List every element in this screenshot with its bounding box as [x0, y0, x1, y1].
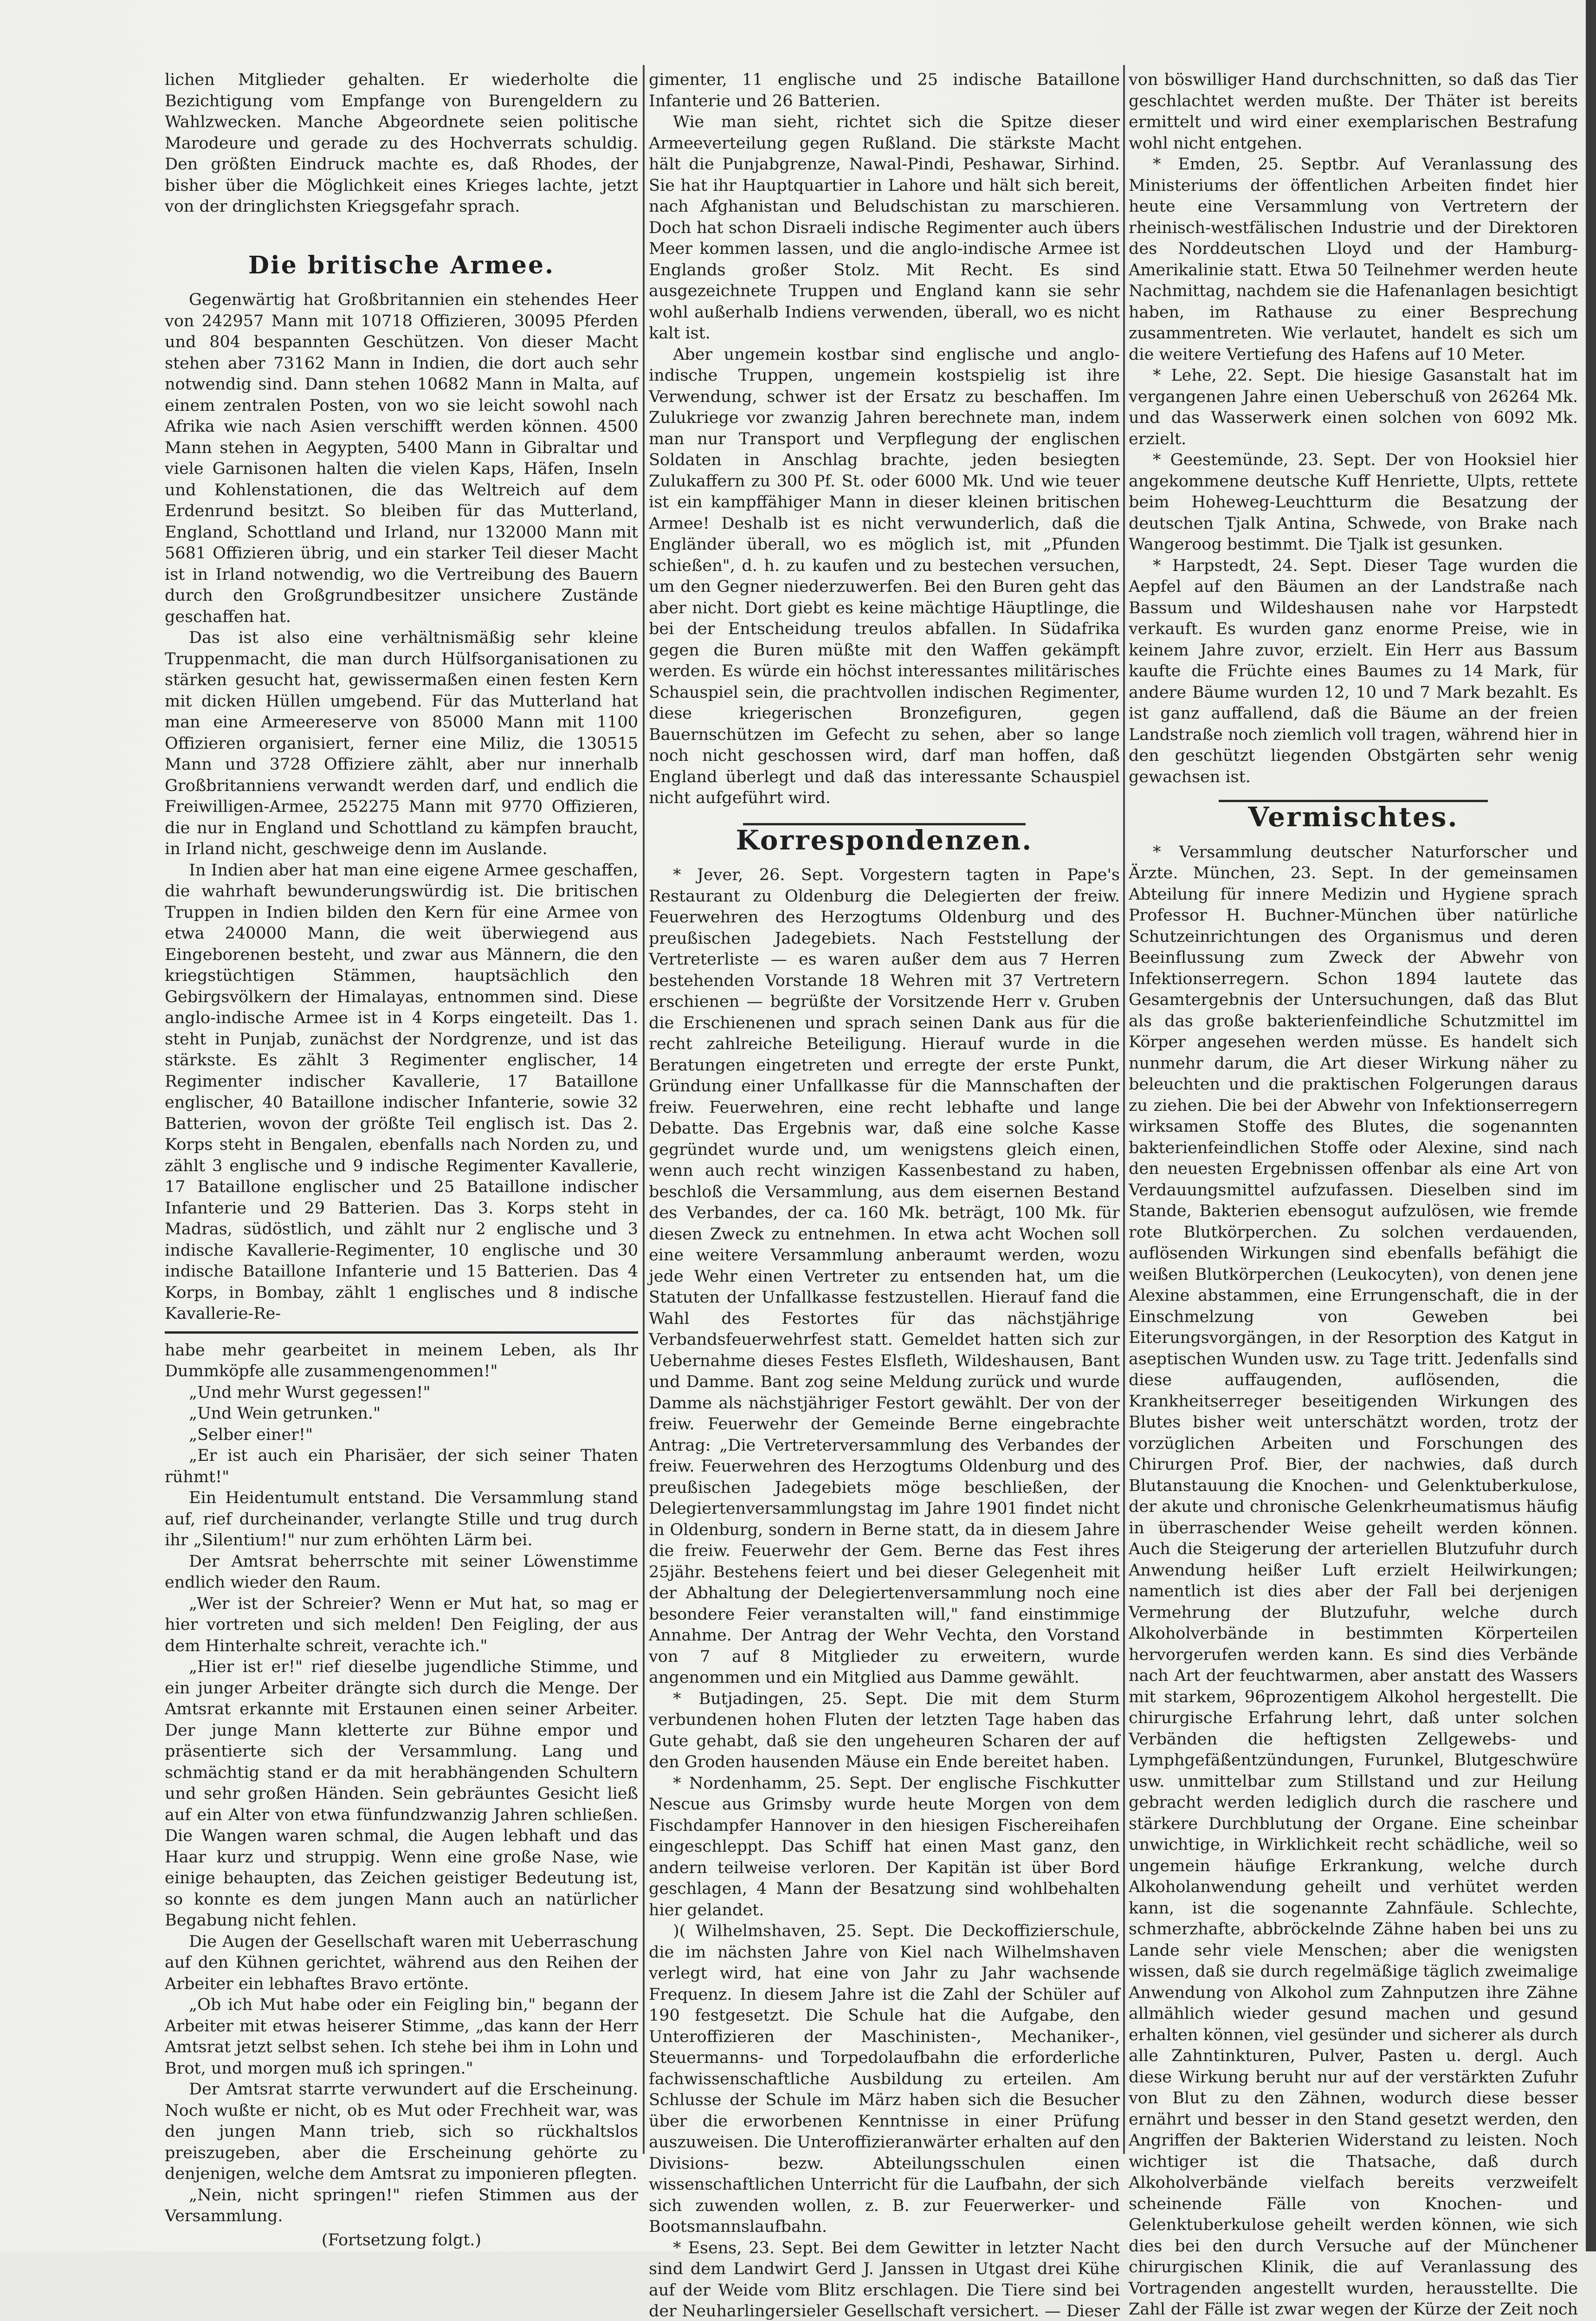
column-rule-1 [643, 65, 645, 2154]
article-heading-british-army: Die britische Armee. [165, 255, 638, 276]
page-edge-shadow [1586, 0, 1596, 2251]
serial-story-paragraph: „Selber einer!" [165, 1425, 638, 1446]
serial-story-paragraph: „Nein, nicht springen!" riefen Stimmen aus der Versammlung. [165, 2185, 638, 2227]
paragraph: Gegenwärtig hat Großbritannien ein stehendes Heer von 242957 Mann mit 10718 Offizieren, 30095 Pferden und 804 bespannten Geschützen. Von dieser Macht stehen aber 73162 Mann in Indien, die dort auch sehr notwendig sind. Dann stehen 10682 Mann in Malta, auf einem zentralen Posten, von wo sie leicht sowohl nach Afrika wie nach Asien verschifft werden können. 4500 Mann stehen in Aegypten, 5400 Mann in Gibraltar und viele Garnisonen halten die vielen Kaps, Häfen, Inseln und Kohlenstationen, die das Weltreich auf dem Erdenrund besitzt. So bleiben für das Mutterland, England, Schottland und Irland, nur 132000 Mann mit 5681 Offizieren übrig, und ein starker Teil dieser Macht ist in Irland notwendig, wo die Vertreibung des Bauern durch den Großgrundbesitzer unsichere Zustände geschaffen hat. [165, 290, 638, 628]
serial-story-paragraph: „Und mehr Wurst gegessen!" [165, 1382, 638, 1404]
section-heading-miscellaneous: Vermischtes. [1129, 807, 1578, 828]
serial-story-paragraph: „Ob ich Mut habe oder ein Feigling bin," begann der Arbeiter mit etwas heiserer Stimme, „das kann der Herr Amtsrat jetzt selbst sehen. Ich stehe bei ihm in Lohn und Brot, und morgen muß ich springen." [165, 1995, 638, 2079]
column-3 [1129, 70, 1578, 2159]
news-item-nordenhamm: * Nordenhamm, 25. Sept. Der englische Fischkutter Nescue aus Grimsby wurde heute Morgen von dem Fischdampfer Hannover in den hiesigen Fischereihafen eingeschleppt. Das Schiff hat einen Mast ganz, den andern teilweise verloren. Der Kapitän ist über Bord geschlagen, 4 Mann der Besatzung sind wohlbehalten hier gelandet. [649, 1773, 1120, 1921]
news-item-wilhelmshaven: )( Wilhelmshaven, 25. Sept. Die Deckoffizierschule, die im nächsten Jahre von Kiel nach Wilhelmshaven verlegt wird, hat eine von Jahr zu Jahr wachsende Frequenz. In diesem Jahre ist die Zahl der Schüler auf 190 festgesetzt. Die Schule hat die Aufgabe, den Unteroffizieren der Maschinisten-, Mechaniker-, Steuermanns- und Torpedolaufbahn die erforderliche fachwissenschaftliche Ausbildung zu erteilen. Am Schlusse der Schule im März haben sich die Besucher über die erworbenen Kenntnisse in einer Prüfung auszuweisen. Die Unteroffizieranwärter erhalten auf den Divisions- bezw. Abteilungsschulen einen wissenschaftlichen Unterricht für die Laufbahn, der sich sich zuwenden wollen, z. B. zur Feuerwerker- und Bootsmannslaufbahn. [649, 1921, 1120, 2238]
news-item-butjadingen: * Butjadingen, 25. Sept. Die mit dem Sturm verbundenen hohen Fluten der letzten Tage haben das Gute gehabt, daß sie den ungeheuren Scharen der auf den Groden hausenden Mäuse ein Ende bereitet haben. [649, 1689, 1120, 1773]
paragraph: Das ist also eine verhältnismäßig sehr kleine Truppenmacht, die man durch Hülfsorganisationen zu stärken gesucht hat, gewissermaßen einen festen Kern mit dicken Hüllen umgebend. Für das Mutterland hat man eine Armeereserve von 85000 Mann mit 1100 Offizieren organisiert, ferner eine Miliz, die 130515 Mann und 3728 Offiziere zählt, aber nur innerhalb Großbritanniens verwandt werden darf, und endlich die Freiwilligen-Armee, 252275 Mann mit 9770 Offizieren, die nur in England und Schottland zu kämpfen braucht, in Irland nicht, geschweige denn im Auslande. [165, 628, 638, 860]
serial-story-paragraph: Der Amtsrat starrte verwundert auf die Erscheinung. Noch wußte er nicht, ob es Mut oder Frechheit war, was den jungen Mann trieb, sich so rückhaltslos preiszugeben, aber die Erscheinung gehörte zu denjenigen, welche dem Amtsrat zu imponieren pflegten. [165, 2079, 638, 2185]
serial-story-paragraph: Die Augen der Gesellschaft waren mit Ueberraschung auf den Kühnen gerichtet, während aus den Reihen der Arbeiter ein lebhaftes Bravo ertönte. [165, 1932, 638, 1995]
paragraph: Aber ungemein kostbar sind englische und anglo-indische Truppen, ungemein kostspielig ist ihre Verwendung, schwer ist der Ersatz zu beschaffen. Im Zulukriege vor zwanzig Jahren berechnete man, indem man nur Transport und Verpflegung der englischen Soldaten in Anschlag brachte, jeden besiegten Zulukaffern zu 300 Pf. St. oder 6000 Mk. Und wie teuer ist ein kampffähiger Mann in dieser kleinen britischen Armee! Deshalb ist es nicht verwunderlich, daß die Engländer überall, wo es möglich ist, mit „Pfunden schießen", d. h. zu kaufen und zu bestechen versuchen, um den Gegner niederzuwerfen. Bei den Buren geht das aber nicht. Dort giebt es keine mächtige Häuptlinge, die bei der Entscheidung treulos abfallen. In Südafrika gegen die Buren müßte mit den Waffen gekämpft werden. Es würde ein höchst interessantes militärisches Schauspiel sein, die prachtvollen indischen Regimenter, diese kriegerischen Bronzefiguren, gegen Bauernschützen im Gefecht zu sehen, aber so lange noch nicht geschossen wird, darf man hoffen, daß England überlegt und daß das interessante Schauspiel nicht aufgeführt wird. [649, 344, 1120, 809]
serial-story-paragraph: habe mehr gearbeitet in meinem Leben, als Ihr Dummköpfe alle zusammengenommen!" [165, 1340, 638, 1382]
column-rule-2 [1123, 65, 1125, 2154]
news-item-esens: * Esens, 23. Sept. Bei dem Gewitter in letzter Nacht sind dem Landwirt Gerd J. Janssen in Utgast drei Kühe auf der Weide vom Blitz erschlagen. Die Tiere sind bei der Neuharlingersieler Gesellschaft versichert. — Dieser [649, 2238, 1120, 2321]
to-be-continued: (Fortsetzung folgt.) [165, 2230, 638, 2251]
heading-spacer [165, 218, 638, 255]
section-divider [743, 809, 1026, 825]
news-item-geestemuende: * Geestemünde, 23. Sept. Der von Hooksiel hier angekommene deutsche Kuff Henriette, Ulpts, rettete beim Hoheweg-Leuchtturm die Besatzung der deutschen Tjalk Antina, Schwede, von Brake nach Wangeroog bestimmt. Die Tjalk ist gesunken. [1129, 450, 1578, 556]
serial-story-paragraph: „Und Wein getrunken." [165, 1403, 638, 1425]
paragraph: von böswilliger Hand durchschnitten, so daß das Tier geschlachtet werden mußte. Der Thäter ist bereits ermittelt und wird einer exemplarischen Bestrafung wohl nicht entgehen. [1129, 70, 1578, 154]
news-item-lehe: * Lehe, 22. Sept. Die hiesige Gasanstalt hat im vergangenen Jahre einen Ueberschuß von 26264 Mk. und das Wasserwerk einen solchen von 6092 Mk. erzielt. [1129, 365, 1578, 450]
serial-story-paragraph: Ein Heidentumult entstand. Die Versammlung stand auf, rief durcheinander, verlangte Stille und trug durch ihr „Silentium!" nur zum erhöhten Lärm bei. [165, 1488, 638, 1551]
news-item-naturalists-meeting: * Versammlung deutscher Naturforscher und Ärzte. München, 23. Sept. In der gemeinsamen Abteilung für innere Medizin und Hygiene sprach Professor H. Buchner-München über natürliche Schutzeinrichtungen des Organismus und deren Beeinflussung zum Zweck der Abwehr von Infektionserregern. Schon 1894 lautete das Gesamtergebnis der Untersuchungen, daß das Blut als das große bakterienfeindliche Schutzmittel im Körper angesehen werden müsse. Es handelt sich nunmehr darum, die Art dieser Wirkung näher zu beleuchten und die praktischen Folgerungen daraus zu ziehen. Die bei der Abwehr von Infektionserregern wirksamen Stoffe des Blutes, die sogenannten bakterienfeindlichen Stoffe oder Alexine, sind nach den neuesten Ergebnissen offenbar als eine Art von Verdauungsmittel aufzufassen. Dieselben sind im Stande, Bakterien ebensogut aufzulösen, wie fremde rote Blutkörperchen. Zu solchen verdauenden, auflösenden Wirkungen sind ebenfalls befähigt die weißen Blutkörperchen (Leukocyten), von denen jene Alexine abstammen, eine Errungenschaft, die in der Einschmelzung von Geweben bei Eiterungsvorgängen, in der Resorption des Katgut in aseptischen Wunden usw. zu Tage tritt. Jedenfalls sind diese auffaugenden, auflösenden, die Krankheitserreger beseitigenden Wirkungen des Blutes bisher weit unterschätzt worden, trotz der vorzüglichen Arbeiten und Forschungen des Chirurgen Prof. Bier, der nachwies, daß durch Blutanstauung die Knochen- und Gelenktuberkulose, der akute und chronische Gelenkrheumatismus häufig in überraschender Weise geheilt werden können. Auch die Steigerung der arteriellen Blutzufuhr durch Anwendung heißer Luft erzielt Heilwirkungen; namentlich ist dies aber der Fall bei derjenigen Vermehrung der Blutzufuhr, welche durch Alkoholverbände in bestimmten Körperteilen hervorgerufen werden kann. Es sind dies Verbände nach Art der feuchtwarmen, aber anstatt des Wassers mit starkem, 96prozentigem Alkohol hergestellt. Die chirurgische Erfahrung lehrt, daß unter solchen Verbänden die heftigsten Zellgewebs- und Lymphgefäßentzündungen, Furunkel, Blutgeschwüre usw. unmittelbar zum Stillstand und zur Heilung gebracht werden lediglich durch die raschere und stärkere Durchblutung der Organe. Eine scheinbar unwichtige, in Wirklichkeit recht schädliche, weil so ungemein häufige Erkrankung, welche durch Alkoholanwendung geheilt und verhütet werden kann, ist die sogenannte Zahnfäule. Schlechte, schmerzhafte, abbröckelnde Zähne haben bei uns zu Lande sehr viele Menschen; aber die wenigsten wissen, daß sie durch regelmäßige täglich zweimalige Anwendung von Alkohol zum Zahnputzen ihre Zähne allmählich wieder gesund machen und gesund erhalten können, viel gesünder und sicherer als durch alle Zahntinkturen, Pulver, Pasten u. dergl. Auch diese Wirkung beruht nur auf der verstärkten Zufuhr von Blut zu den Zähnen, wodurch diese besser ernährt und besser in den Stand gesetzt werden, den Angriffen der Bakterien Widerstand zu leisten. Noch wichtiger ist die Thatsache, daß durch Alkoholverbände vielfach bereits verzweifelt scheinende Fälle von Knochen- und Gelenktuberkulose geheilt werden können, wie sich dies bei den durch Versuche auf der Münchener chirurgischen Klinik, die auf Veranlassung des Vortragenden angestellt wurden, herausstellte. Die Zahl der Fälle ist zwar wegen der Kürze der Zeit noch [1129, 842, 1578, 2321]
serial-story-paragraph: „Wer ist der Schreier? Wenn er Mut hat, so mag er hier vortreten und sich melden! Den Feigling, der aus dem Hinterhalte schreit, verachte ich." [165, 1594, 638, 1657]
column-2 [649, 70, 1120, 2159]
news-item-harpstedt: * Harpstedt, 24. Sept. Dieser Tage wurden die Aepfel auf den Bäumen an der Landstraße nach Bassum und Wildeshausen nahe vor Harpstedt verkauft. Es wurden ganz enorme Preise, wie in keinem Jahre zuvor, erzielt. Ein Herr aus Bassum kaufte die Früchte eines Baumes zu 14 Mark, für andere Bäume wurden 12, 10 und 7 Mark bezahlt. Es ist ganz auffallend, daß die Bäume an der freien Landstraße noch ziemlich voll tragen, während hier in den geschützt liegenden Obstgärten sehr wenig gewachsen ist. [1129, 556, 1578, 788]
news-item-jever: * Jever, 26. Sept. Vorgestern tagten in Pape's Restaurant zu Oldenburg die Delegierten der freiw. Feuerwehren des Herzogtums Oldenburg und des preußischen Jadegebiets. Nach Feststellung der Vertreterliste — es waren außer dem aus 7 Herren bestehenden Vorstande 18 Wehren mit 37 Vertretern erschienen — begrüßte der Vorsitzende Herr v. Gruben die Erschienenen und sprach seinen Dank aus für die recht zahlreiche Beteiligung. Hierauf wurde in die Beratungen eingetreten und erregte der erste Punkt, Gründung einer Unfallkasse für die Mannschaften der freiw. Feuerwehren, eine recht lebhafte und lange Debatte. Das Ergebnis war, daß eine solche Kasse gegründet wurde und, um wenigstens gleich einen, wenn auch recht winzigen Kassenbestand zu haben, beschloß die Versammlung, aus dem eisernen Bestand des Verbandes, der ca. 160 Mk. beträgt, 100 Mk. für diesen Zweck zu entnehmen. In etwa acht Wochen soll eine weitere Versammlung anberaumt werden, wozu jede Wehr einen Vertreter zu entsenden hat, um die Statuten der Unfallkasse festzustellen. Hierauf fand die Wahl des Festortes für das nächstjährige Verbandsfeuerwehrfest statt. Gemeldet hatten sich zur Uebernahme dieses Festes Elsfleth, Wildeshausen, Bant und Damme. Bant zog seine Meldung zurück und wurde Damme als nächstjähriger Festort gewählt. Der von der freiw. Feuerwehr der Gemeinde Berne eingebrachte Antrag: „Die Vertreterversammlung des Verbandes der freiw. Feuerwehren des Herzogtums Oldenburg und des preußischen Jadegebiets möge beschließen, der Delegiertenversammlungstag im Jahre 1901 findet nicht in Oldenburg, sondern in Berne statt, da in diesem Jahre die freiw. Feuerwehr der Gem. Berne das Fest ihres 25jähr. Bestehens feiert und bei dieser Gelegenheit mit der Abhaltung der Delegiertenversammlung noch eine besondere Feier veranstalten will," fand einstimmige Annahme. Der Antrag der Wehr Vechta, den Vorstand von 7 auf 8 Mitglieder zu erweitern, wurde angenommen und ein Mitglied aus Damme gewählt. [649, 865, 1120, 1689]
paragraph: In Indien aber hat man eine eigene Armee geschaffen, die wahrhaft bewunderungswürdig ist. Die britischen Truppen in Indien bilden den Kern für eine Armee von etwa 240000 Mann, die weit überwiegend aus Eingeborenen besteht, und zwar aus Männern, die den kriegstüchtigen Stämmen, hauptsächlich den Gebirgsvölkern der Himalayas, entnommen sind. Diese anglo-indische Armee ist in 4 Korps eingeteilt. Das 1. steht in Punjab, zunächst der Nordgrenze, und ist das stärkste. Es zählt 3 Regimenter englischer, 14 Regimenter indischer Kavallerie, 17 Bataillone englischer, 40 Bataillone indischer Infanterie, sowie 32 Batterien, wovon der größte Teil englisch ist. Das 2. Korps steht in Bengalen, ebenfalls nach Norden zu, und zählt 3 englische und 9 indische Regimenter Kavallerie, 17 Bataillone englischer und 25 Bataillone indischer Infanterie und 29 Batterien. Das 3. Korps steht in Madras, südöstlich, und zählt nur 2 englische und 3 indische Kavallerie-Regimenter, 10 englische und 30 indische Bataillone Infanterie und 15 Batterien. Das 4 Korps, in Bombay, zählt 1 englisches und 8 indische Kavallerie-Re- [165, 860, 638, 1325]
serial-story-paragraph: Der Amtsrat beherrschte mit seiner Löwenstimme endlich wieder den Raum. [165, 1551, 638, 1594]
paragraph: Wie man sieht, richtet sich die Spitze dieser Armeeverteilung gegen Rußland. Die stärkste Macht hält die Punjabgrenze, Nawal-Pindi, Peshawar, Sirhind. Sie hat ihr Hauptquartier in Lahore und hält sich bereit, nach Afghanistan und Beludschistan zu marschieren. Doch hat schon Disraeli indische Regimenter auch übers Meer kommen lassen, und die anglo-indische Armee ist Englands großer Stolz. Mit Recht. Es sind ausgezeichnete Truppen und England kann sie sehr wohl außerhalb Indiens verwenden, überall, wo es nicht kalt ist. [649, 112, 1120, 344]
column-1 [165, 70, 638, 2159]
section-divider [165, 1325, 638, 1334]
news-item-emden: * Emden, 25. Septbr. Auf Veranlassung des Ministeriums der öffentlichen Arbeiten findet hier heute eine Versammlung von Vertretern der rheinisch-westfälischen Industrie und der Direktoren des Norddeutschen Lloyd und der Hamburg-Amerikalinie statt. Etwa 50 Teilnehmer werden heute Nachmittag, nachdem sie die Hafenanlagen besichtigt haben, im Rathause zu einer Besprechung zusammentreten. Wie verlautet, handelt es sich um die weitere Vertiefung des Hafens auf 10 Meter. [1129, 154, 1578, 365]
section-heading-correspondence: Korrespondenzen. [649, 830, 1120, 851]
serial-story-paragraph: „Hier ist er!" rief dieselbe jugendliche Stimme, und ein junger Arbeiter drängte sich durch die Menge. Der Amtsrat erkannte mit Erstaunen einen seiner Arbeiter. Der junge Mann kletterte zur Bühne empor und präsentierte sich der Versammlung. Lang und schmächtig stand er da mit herabhängenden Schultern und sehr großen Händen. Sein gebräuntes Gesicht ließ auf ein Alter von etwa fünfundzwanzig Jahren schließen. Die Wangen waren schmal, die Augen lebhaft und das Haar kurz und struppig. Wenn eine große Nase, wie einige behaupten, das Zeichen geistiger Bedeutung ist, so konnte es dem jungen Mann auch an natürlicher Begabung nicht fehlen. [165, 1657, 638, 1932]
article-continuation: lichen Mitglieder gehalten. Er wiederholte die Bezichtigung vom Empfange von Burengeldern zu Wahlzwecken. Manche Abgeordnete seien politische Marodeure und gerade zu des Hochverrats schuldig. Den größten Eindruck machte es, daß Rhodes, der bisher über die Möglichkeit eines Krieges lachte, jetzt von der dringlichsten Kriegsgefahr sprach. [165, 70, 638, 218]
serial-story-paragraph: „Er ist auch ein Pharisäer, der sich seiner Thaten rühmt!" [165, 1446, 638, 1488]
paragraph: gimenter, 11 englische und 25 indische Bataillone Infanterie und 26 Batterien. [649, 70, 1120, 112]
section-divider [1219, 788, 1488, 802]
